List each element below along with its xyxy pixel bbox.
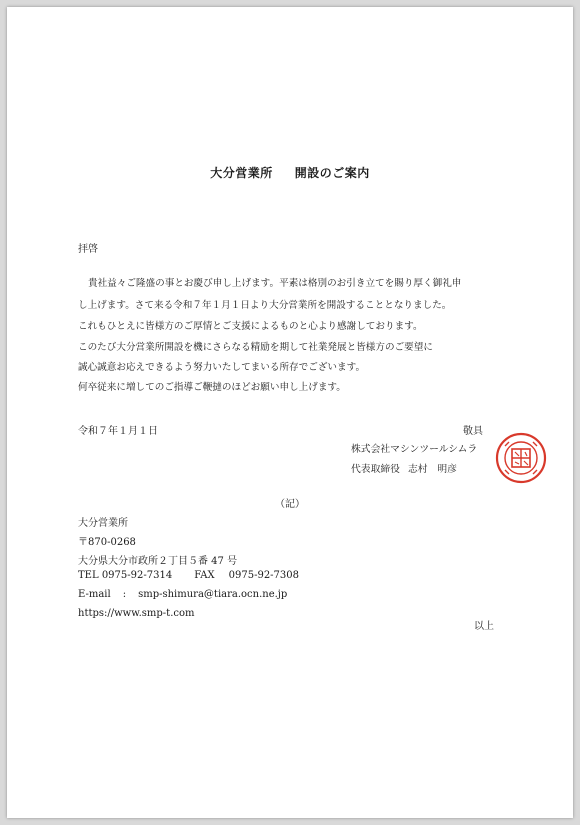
office-postal: 〒870-0268 xyxy=(78,537,136,548)
body-line: 誠心誠意お応えできるよう努力いたしてまいる所存でございます。 xyxy=(78,362,366,373)
office-tel-fax xyxy=(78,570,299,581)
greeting: 拝啓 xyxy=(78,244,98,255)
company-seal-icon xyxy=(495,432,547,484)
body-line: このたび大分営業所開設を機にさらなる精励を期して社業発展と皆様方のご要望に xyxy=(78,342,433,353)
email-address[interactable]: smp-shimura@tiara.ocn.ne.jp xyxy=(138,589,288,600)
body-line: 何卒従来に増してのご指導ご鞭撻のほどお願い申し上げます。 xyxy=(78,382,346,393)
office-name: 大分営業所 xyxy=(78,518,128,529)
company-name: 株式会社マシンツールシムラ xyxy=(351,444,478,455)
fax-number: 0975-92-7308 xyxy=(228,570,300,581)
issue-date: 令和７年１月１日 xyxy=(78,426,158,437)
closing-ijou: 以上 xyxy=(474,621,494,632)
body-line: 貴社益々ご隆盛の事とお慶び申し上げます。平素は格別のお引き立てを賜り厚く御礼申 xyxy=(88,278,462,289)
representative xyxy=(351,461,457,475)
office-address: 大分県大分市政所２丁目５番 47 号 xyxy=(78,556,238,567)
email-label: E-mail xyxy=(78,589,111,600)
email-separator: : xyxy=(122,589,127,600)
document-page xyxy=(7,7,573,818)
rep-title: 代表取締役 xyxy=(351,464,400,475)
office-url[interactable]: https://www.smp-t.com xyxy=(78,608,195,619)
title-subject: 開設のご案内 xyxy=(294,166,370,180)
closing-keigu: 敬具 xyxy=(463,426,483,437)
body-line: し上げます。さて来る令和７年１月１日より大分営業所を開設することとなりました。 xyxy=(78,300,452,311)
body-line: これもひとえに皆様方のご厚情とご支援によるものと心より感謝しております。 xyxy=(78,321,423,332)
title-office: 大分営業所 xyxy=(210,166,273,180)
note-ki: （記） xyxy=(275,499,305,510)
tel-number: 0975-92-7314 xyxy=(101,570,173,581)
tel-label: TEL xyxy=(78,570,99,581)
office-email xyxy=(78,589,287,600)
document-title xyxy=(7,164,573,181)
fax-label: FAX xyxy=(194,570,215,581)
rep-name: 志村 明彦 xyxy=(407,464,457,475)
